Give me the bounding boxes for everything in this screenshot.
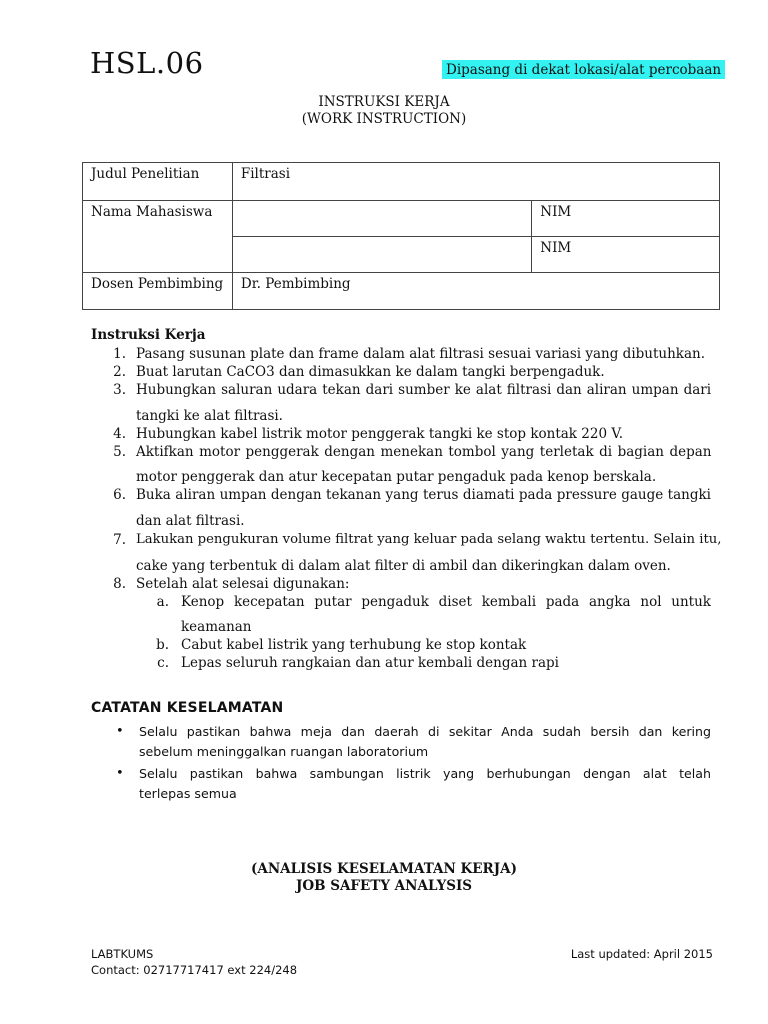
list-item: Aktifkan motor penggerak dengan menekan tombol yang terletak di bagian depan bbox=[136, 444, 712, 460]
judul-value: Filtrasi bbox=[232, 163, 719, 201]
item-number: 3. bbox=[113, 382, 126, 398]
list-item-continuation: motor penggerak dan atur kecepatan putar pengaduk pada kenop berskala. bbox=[136, 469, 657, 485]
dosen-value: Dr. Pembimbing bbox=[232, 273, 719, 310]
jsa-title-en: JOB SAFETY ANALYSIS bbox=[295, 878, 473, 894]
nama-label: Nama Mahasiswa bbox=[83, 201, 233, 273]
judul-label: Judul Penelitian bbox=[83, 163, 233, 201]
nama-value-1 bbox=[232, 201, 531, 237]
safety-heading: CATATAN KESELAMATAN bbox=[91, 700, 284, 716]
title-work-instruction: (WORK INSTRUCTION) bbox=[301, 111, 467, 127]
safety-note: Selalu pastikan bahwa meja dan daerah di sekitar Anda sudah bersih dan kering bbox=[139, 724, 711, 739]
list-item-continuation: dan alat filtrasi. bbox=[136, 513, 245, 529]
safety-note-continuation: terlepas semua bbox=[139, 786, 237, 801]
list-item: Buka aliran umpan dengan tekanan yang terus diamati pada pressure gauge tangki bbox=[136, 487, 711, 503]
jsa-title-id: (ANALISIS KESELAMATAN KERJA) bbox=[250, 861, 518, 877]
list-item: Setelah alat selesai digunakan: bbox=[136, 576, 350, 592]
nama-value-2 bbox=[232, 237, 531, 273]
list-item-continuation: cake yang terbentuk di dalam alat filter di ambil dan dikeringkan dalam oven. bbox=[136, 558, 671, 574]
sub-list-item-continuation: keamanan bbox=[181, 619, 252, 635]
list-item: Hubungkan saluran udara tekan dari sumber ke alat filtrasi dan aliran umpan dari bbox=[136, 382, 712, 398]
list-item: Buat larutan CaCO3 dan dimasukkan ke dalam tangki berpengaduk. bbox=[136, 364, 605, 380]
sub-list-item: Cabut kabel listrik yang terhubung ke stop kontak bbox=[181, 637, 527, 653]
footer-contact: Contact: 02717717417 ext 224/248 bbox=[91, 963, 298, 977]
list-item: Pasang susunan plate dan frame dalam alat filtrasi sesuai variasi yang dibutuhkan. bbox=[136, 346, 705, 362]
bullet-icon: • bbox=[116, 724, 124, 739]
safety-note-continuation: sebelum meninggalkan ruangan laboratorium bbox=[139, 744, 429, 759]
table-row bbox=[83, 273, 720, 310]
nim-label-2: NIM bbox=[532, 237, 720, 273]
list-item-continuation: tangki ke alat filtrasi. bbox=[136, 408, 283, 424]
item-number: 6. bbox=[113, 487, 126, 503]
list-item: Lakukan pengukuran volume filtrat yang keluar pada selang waktu tertentu. Selain itu, bbox=[136, 532, 722, 547]
dosen-label: Dosen Pembimbing bbox=[83, 273, 233, 310]
item-number: 7. bbox=[113, 532, 126, 548]
list-item: Hubungkan kabel listrik motor penggerak tangki ke stop kontak 220 V. bbox=[136, 426, 624, 442]
info-table bbox=[82, 162, 720, 310]
safety-note: Selalu pastikan bahwa sambungan listrik yang berhubungan dengan alat telah bbox=[139, 766, 711, 781]
bullet-icon: • bbox=[116, 766, 124, 781]
subitem-letter: c. bbox=[157, 655, 169, 671]
table-row bbox=[83, 201, 720, 237]
nim-label-1: NIM bbox=[532, 201, 720, 237]
subitem-letter: a. bbox=[156, 594, 169, 610]
subitem-letter: b. bbox=[156, 637, 169, 653]
sub-list-item: Kenop kecepatan putar pengaduk diset kembali pada angka nol untuk bbox=[181, 594, 711, 610]
table-row bbox=[83, 163, 720, 201]
footer-org: LABTKUMS bbox=[91, 947, 154, 961]
sub-list-item: Lepas seluruh rangkaian dan atur kembali dengan rapi bbox=[181, 655, 559, 671]
item-number: 1. bbox=[113, 346, 126, 362]
title-instruksi-kerja: INSTRUKSI KERJA bbox=[318, 94, 450, 110]
footer-updated: Last updated: April 2015 bbox=[570, 947, 713, 961]
item-number: 5. bbox=[113, 444, 126, 460]
item-number: 4. bbox=[113, 426, 126, 442]
document-code: HSL.06 bbox=[90, 46, 204, 80]
item-number: 2. bbox=[113, 364, 126, 380]
item-number: 8. bbox=[113, 576, 126, 592]
instruksi-heading: Instruksi Kerja bbox=[91, 327, 206, 343]
posting-note-highlight: Dipasang di dekat lokasi/alat percobaan bbox=[442, 60, 725, 79]
